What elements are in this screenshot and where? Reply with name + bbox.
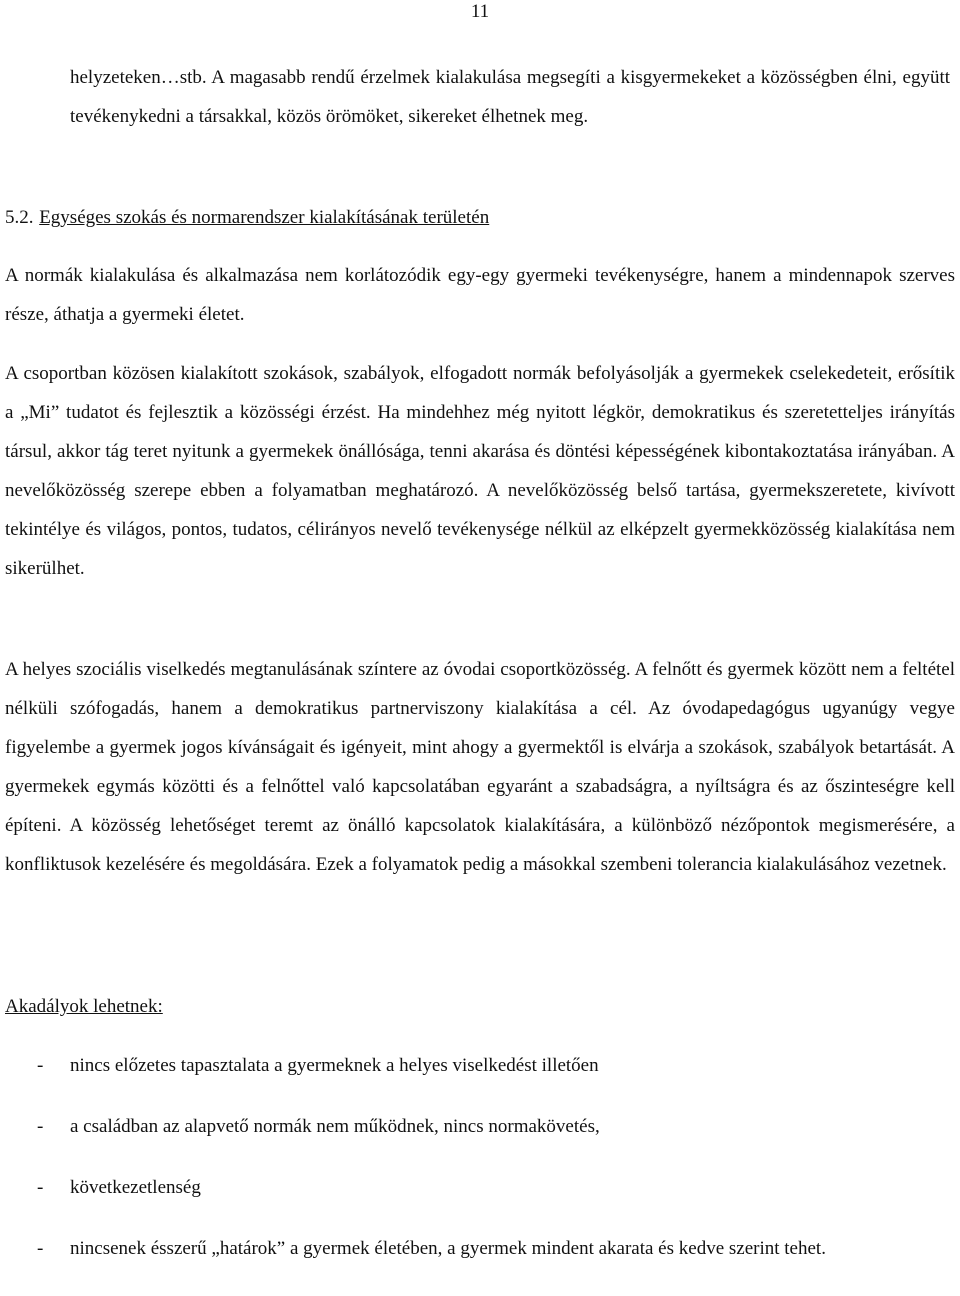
obstacles-list	[5, 1046, 955, 1290]
list-item-text: nincsenek ésszerű „határok” a gyermek életében, a gyermek mindent akarata és kedve szerint tehet.	[70, 1238, 826, 1259]
list-item	[5, 1046, 955, 1085]
obstacles-label: Akadályok lehetnek:	[5, 996, 163, 1017]
section-title: Egységes szokás és normarendszer kialakításának területén	[39, 207, 490, 228]
list-bullet: -	[37, 1177, 44, 1198]
list-item-text: nincs előzetes tapasztalata a gyermeknek a helyes viselkedést illetően	[70, 1055, 599, 1076]
list-item	[5, 1168, 955, 1207]
list-item-text: következetlenség	[70, 1177, 201, 1198]
list-bullet: -	[37, 1238, 44, 1259]
intro-paragraph: helyzeteken…stb. A magasabb rendű érzelmek kialakulása megsegíti a kisgyermekeket a közösségben élni, együtt tevékenykedni a társakkal, közös örömöket, sikereket élhetnek meg.	[70, 67, 950, 127]
social-behavior-paragraph: A helyes szociális viselkedés megtanulásának színtere az óvodai csoportközösség. A felnőtt és gyermek között nem a feltétel nélküli szófogadás, hanem a demokratikus partnerviszony kialakítása a cél. Az óvodapedagógus ugyanúgy vegye figyelembe a gyermek jogos kívánságait és igényeit, mint ahogy a gyermektől is elvárja a szokások, szabályok betartását. A gyermekek egymás közötti és a felnőttel való kapcsolatában egyaránt a szabadságra, a nyíltságra és az őszinteségre kell építeni. A közösség lehetőséget teremt az önálló kapcsolatok kialakítására, a különböző nézőpontok megismerésére, a konfliktusok kezelésére és megoldására. Ezek a folyamatok pedig a másokkal szembeni tolerancia kialakulásához vezetnek.	[5, 659, 955, 875]
group-norms-paragraph: A csoportban közösen kialakított szokások, szabályok, elfogadott normák befolyásolják a gyermekek cselekedeteit, erősítik a „Mi” tudatot és fejlesztik a közösségi érzést. Ha mindehhez még nyitott légkör, demokratikus és szeretetteljes irányítás társul, akkor tág teret nyitunk a gyermekek önállósága, tenni akarása és döntési képességének kibontakoztatása irányában. A nevelőközösség szerepe ebben a folyamatban meghatározó. A nevelőközösség belső tartása, gyermekszeretete, kivívott tekintélye és világos, pontos, tudatos, célirányos nevelő tevékenysége nélkül az elképzelt gyermekközösség kialakítása nem sikerülhet.	[5, 363, 955, 579]
norms-paragraph: A normák kialakulása és alkalmazása nem korlátozódik egy-egy gyermeki tevékenységre, hanem a mindennapok szerves része, áthatja a gyermeki életet.	[5, 265, 955, 325]
page-number: 11	[470, 1, 490, 22]
section-heading	[5, 198, 489, 237]
list-bullet: -	[37, 1116, 44, 1137]
list-item	[5, 1107, 955, 1146]
list-bullet: -	[37, 1055, 44, 1076]
list-item	[5, 1229, 955, 1268]
list-item-text: a családban az alapvető normák nem működnek, nincs normakövetés,	[70, 1116, 600, 1137]
section-number: 5.2.	[5, 207, 34, 228]
